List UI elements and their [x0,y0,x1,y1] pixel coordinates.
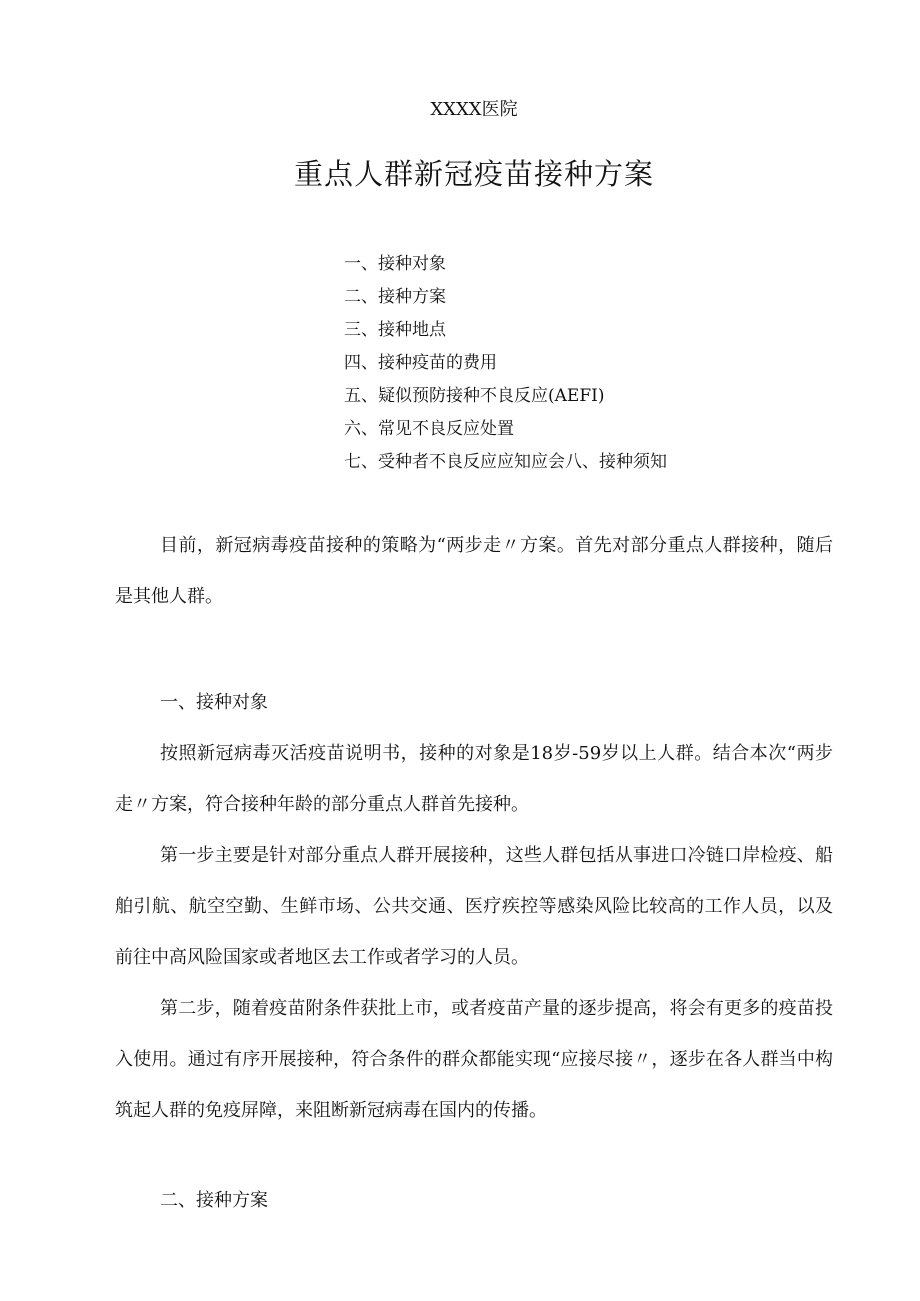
intro-paragraph: 目前，新冠病毒疫苗接种的策略为“两步走〃方案。首先对部分重点人群接种，随后是其他人群。 [115,535,833,607]
toc-item: 二、接种方案 [344,287,446,307]
toc-item: 五、疑似预防接种不良反应(AEFI) [344,386,605,406]
hospital-name: XXXX医院 [430,99,518,120]
toc-item: 四、接种疫苗的费用 [344,353,497,373]
toc-item: 一、接种对象 [344,254,446,274]
section-heading-recipients: 一、接种对象 [160,692,268,713]
toc-item: 六、常见不良反应处置 [344,419,514,439]
recipients-paragraph-1: 按照新冠病毒灭活疫苗说明书，接种的对象是18岁-59岁以上人群。结合本次“两步走〃方案，符合接种年龄的部分重点人群首先接种。 [115,743,833,815]
toc-item: 七、受种者不良反应应知应会八、接种须知 [344,452,667,472]
recipients-paragraph-3: 第二步，随着疫苗附条件获批上市，或者疫苗产量的逐步提高，将会有更多的疫苗投入使用。通过有序开展接种，符合条件的群众都能实现“应接尽接〃，逐步在各人群当中构筑起人群的免疫屏障，来阻断新冠病毒在国内的传播。 [115,998,833,1121]
toc-item: 三、接种地点 [344,320,446,340]
document-title: 重点人群新冠疫苗接种方案 [293,157,654,191]
recipients-paragraph-2: 第一步主要是针对部分重点人群开展接种，这些人群包括从事进口冷链口岸检疫、船舶引航、航空空勤、生鲜市场、公共交通、医疗疾控等感染风险比较高的工作人员，以及前往中高风险国家或者地区去工作或者学习的人员。 [115,845,833,968]
section-heading-plan: 二、接种方案 [160,1190,268,1211]
table-of-contents [344,248,667,479]
